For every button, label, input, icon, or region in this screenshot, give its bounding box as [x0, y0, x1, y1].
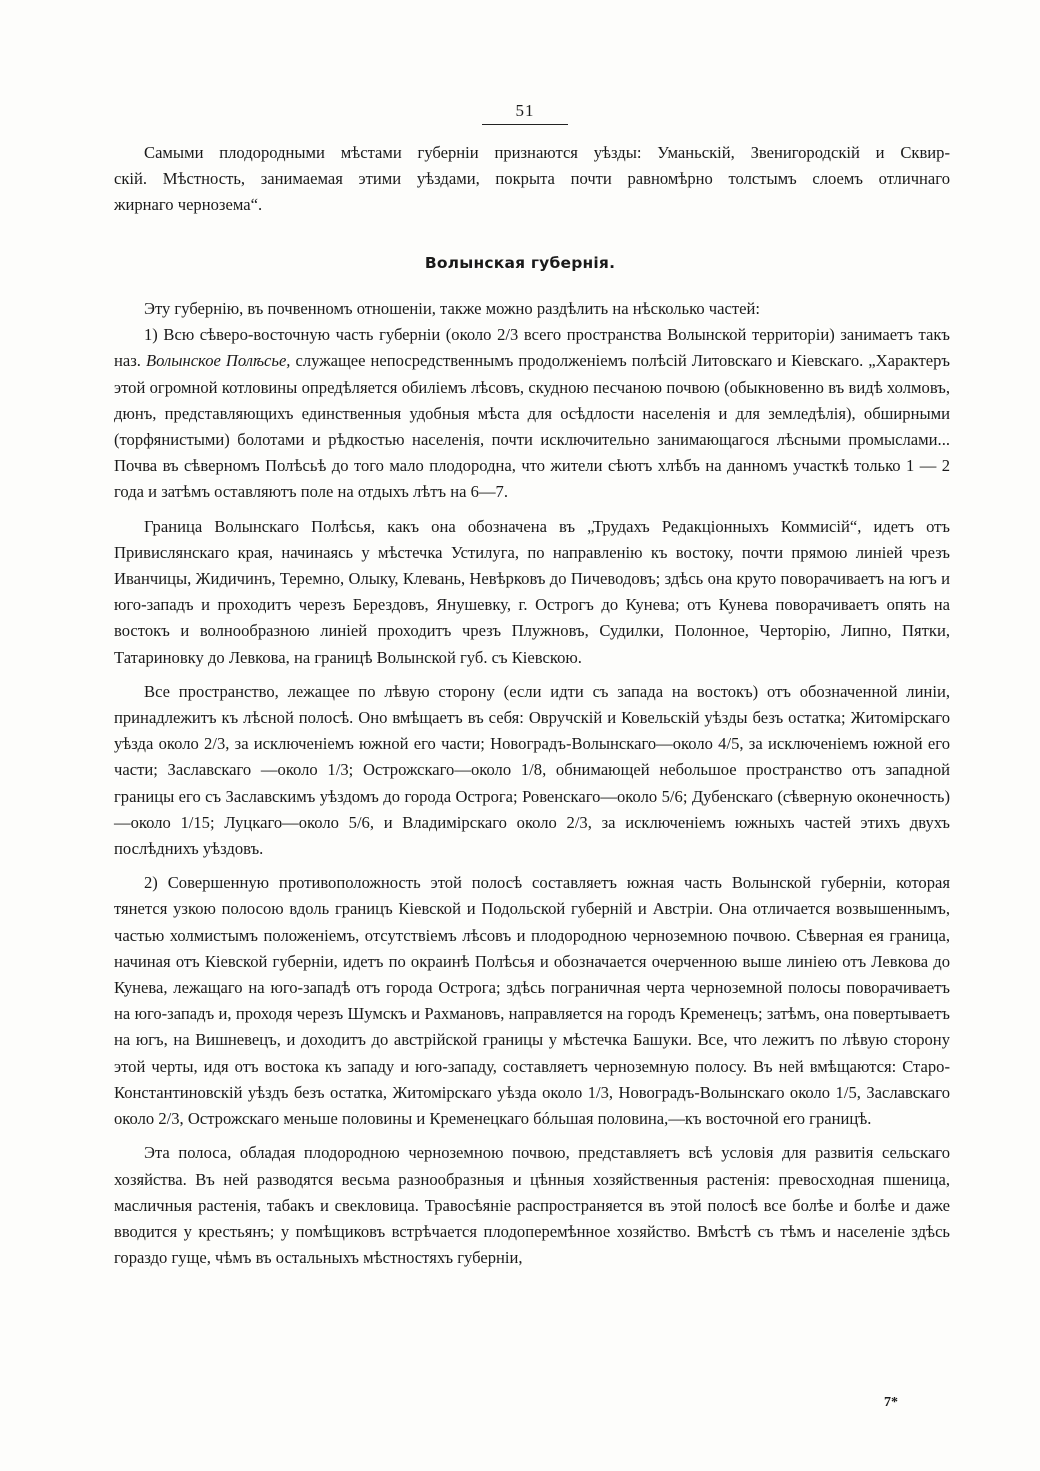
p4-fraction-8: 2/3: [566, 812, 588, 832]
p5-fraction-3: 2/3: [158, 1109, 180, 1129]
p4-fraction-1: 2/3: [204, 734, 226, 754]
p5-text-d: , Острожскаго меньше половины и Кременецкаго бóльшая половина,—къ восточной его границѣ.: [179, 1109, 872, 1129]
paragraph-1: Эту губернію, въ почвенномъ отношеніи, также можно раздѣлить на нѣсколько частей:: [144, 299, 760, 318]
p4-text-d: ; Острожскаго—около: [348, 760, 521, 780]
p4-text-i: , за исключеніемъ южныхъ частей этихъ двухъ послѣднихъ уѣздовъ.: [114, 812, 951, 859]
p4-text-f: ; Дубенскаго (сѣверную оконечность)—около: [114, 786, 950, 832]
signature-mark: 7*: [884, 1395, 898, 1410]
paragraph-5: [114, 870, 950, 1132]
p4-fraction-4: 1/8: [520, 760, 543, 780]
page-number: 51: [515, 101, 535, 120]
p2-text-b: всего пространства Волынской территоріи) занимаетъ такъ наз.: [114, 325, 950, 371]
paragraph-2: [114, 322, 950, 505]
p4-text-a: Все пространство, лежащее по лѣвую сторону (если идти съ запада на востокъ) отъ обозначенной линіи, принадлежитъ къ лѣсной полосѣ. Оно вмѣщаетъ въ себя: Овручскій и Ковельскій уѣзды безъ остатка; Житомірскаго уѣзда около: [114, 681, 950, 754]
intro-line-2: скій. Мѣстность, занимаемая этими уѣздами, покрыта почти равномѣрно толстымъ слоемъ отличнаго: [114, 169, 950, 189]
intro-line-1: Самыми плодородными мѣстами губерніи признаются уѣзды: Уманьскій, Звенигородскій и Сквир-: [144, 143, 950, 162]
intro-paragraph: [114, 140, 950, 219]
p4-fraction-3: 1/3: [327, 760, 349, 780]
body-text: [114, 296, 950, 1271]
p4-text-g: ; Луцкаго—около: [209, 812, 349, 832]
section-heading: Волынская губернія.: [424, 254, 616, 272]
paragraph-3: Граница Волынскаго Полѣсья, какъ она обозначена въ „Трудахъ Редакціонныхъ Коммисій“, идетъ отъ Привислянскаго края, начинаясь у мѣстечка Устилуга, по направленію къ востоку, почти прямою линіей чрезъ Иванчицы, Жидичинъ, Теремно, Олыку, Клевань, Невѣрковъ до Пичеводовъ; здѣсь она круто поворачиваетъ на югъ и юго-западъ и проходитъ черезъ Берездовъ, Янушевку, г. Острогъ до Кунева; отъ Кунева поворачиваетъ опять на востокъ и волнообразною линіей проходитъ чрезъ Плужновъ, Судилки, Полонное, Черторію, Липно, Пятки, Татариновку до Левкова, на границѣ Волынской губ. съ Кіевскою.: [114, 516, 950, 667]
p4-fraction-7: 5/6: [348, 812, 370, 832]
p4-fraction-2: 4/5: [718, 734, 740, 754]
paragraph-4: [114, 679, 950, 862]
p2-text-c: служащее непосредственнымъ продолженіемъ полѣсій Литовскаго и Кіевскаго. „Характеръ этой огромной котловины опредѣляется обиліемъ лѣсовъ, скудною песчаною почвою (обыкновенно въ видѣ холмовъ, дюнъ, представляющихъ единственныя удобныя мѣста для осѣдлости населенія и для земледѣлія), обширными (торфянистыми) болотами и рѣдкостью населенія, почти исключительно занимающагося лѣсными промыслами... Почва въ сѣверномъ Полѣсьѣ до того мало плодородна, что жители сѣютъ хлѣбъ на данномъ участкѣ только 1 — 2 года и затѣмъ оставляютъ поле на отдыхъ лѣтъ на 6—7.: [114, 351, 950, 502]
p5-fraction-1: 1/3: [587, 1082, 609, 1102]
p4-text-e: , обнимающей небольшое пространство отъ западной границы его съ Заславскимъ уѣздомъ до города Острога; Ровенскаго—около: [114, 760, 950, 806]
p4-text-b: , за исключеніемъ южной его части; Новоградъ-Волынскаго—около: [225, 734, 719, 754]
p4-text-c: , за исключеніемъ южной его части; Заславскаго —около: [114, 734, 950, 780]
p5-fraction-2: 1/5: [835, 1082, 857, 1102]
p4-text-h: , и Владимірскаго около: [369, 812, 567, 832]
p4-fraction-6: 1/15: [180, 812, 210, 832]
p5-text-c: , Заславскаго около: [114, 1082, 950, 1129]
p2-fraction: 2/3: [497, 325, 519, 345]
page-number-rule: [482, 124, 568, 125]
p2-text-a: 1) Всю сѣверо-восточную часть губерніи (около: [144, 325, 498, 345]
p5-text-a: 2) Совершенную противоположность этой полосѣ составляетъ южная часть Волынской губерніи, которая тянется узкою полосою вдоль границъ Кіевской и Подольской губерній и Австріи. Она отличается возвышеннымъ, частью холмистымъ положеніемъ, отсутствіемъ лѣсовъ и плодородною черноземною почвою. Сѣверная ея граница, начиная отъ Кіевской губерніи, идетъ по окраинѣ Полѣсья и обозначается очерченною выше линіею отъ Левкова до Кунева, лежащаго на юго-западѣ отъ города Острога; здѣсь пограничная черта черноземной полосы поворачиваетъ на юго-западъ и, проходя черезъ Шумскъ и Рахмановъ, направляется на городъ Кременецъ; затѣмъ, она повертываетъ на югъ, на Вишневецъ, и доходитъ до австрійской границы у мѣстечка Башуки. Все, что лежитъ по лѣвую сторону этой черты, идя отъ востока къ западу и юго-западу, составляетъ черноземную полосу. Въ ней вмѣщаются: Старо-Константиновскій уѣздъ безъ остатка, Житомірскаго уѣзда около: [114, 873, 950, 1102]
p4-fraction-5: 5/6: [661, 786, 683, 806]
paragraph-6: Эта полоса, обладая плодородною черноземною почвою, представляетъ всѣ условія для развитія сельскаго хозяйства. Въ ней разводятся весьма разнообразныя и цѣнныя хозяйственныя растенія: превосходная пшеница, масличныя растенія, табакъ и свекловица. Травосѣяніе распространяется въ этой полосѣ все болѣе и болѣе и даже вводится у крестьянъ; у помѣщиковъ встрѣчается плодоперемѣнное хозяйство. Вмѣстѣ съ тѣмъ и населеніе здѣсь гораздо гуще, чѣмъ въ остальныхъ мѣстностяхъ губерніи,: [114, 1143, 950, 1268]
intro-line-3: жирнаго чернозема“.: [114, 195, 263, 215]
p5-text-b: , Новоградъ-Волынскаго около: [608, 1082, 836, 1102]
p2-italic-term: Волынское Полѣсье,: [145, 351, 291, 371]
